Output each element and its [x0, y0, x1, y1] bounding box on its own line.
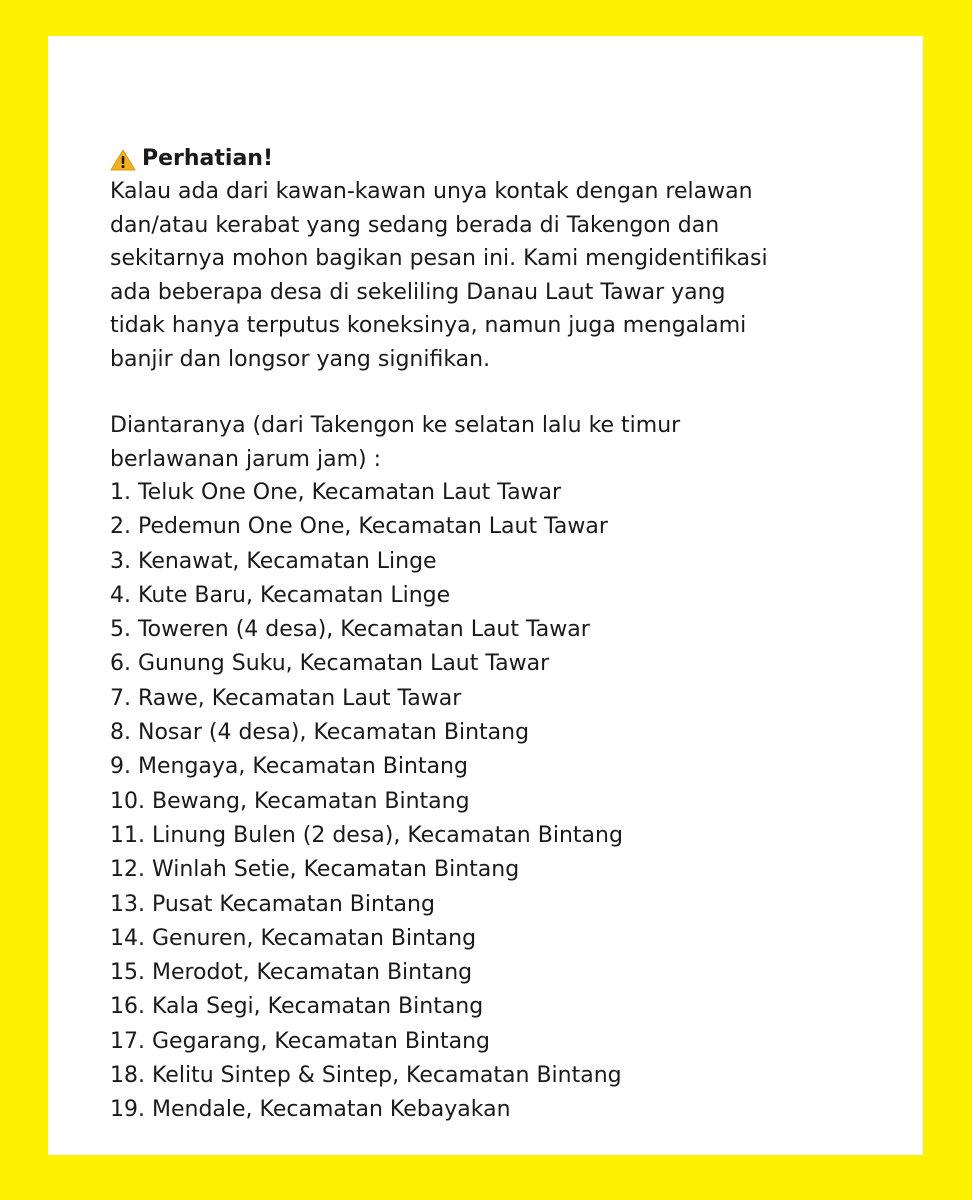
- list-item: 10. Bewang, Kecamatan Bintang: [110, 788, 470, 814]
- list-item: 3. Kenawat, Kecamatan Linge: [110, 548, 437, 574]
- list-item: 7. Rawe, Kecamatan Laut Tawar: [110, 685, 462, 711]
- list-item: 18. Kelitu Sintep & Sintep, Kecamatan Bintang: [110, 1063, 622, 1089]
- list-intro-paragraph: [110, 409, 883, 476]
- list-item: 8. Nosar (4 desa), Kecamatan Bintang: [110, 720, 530, 746]
- list-item: 2. Pedemun One One, Kecamatan Laut Tawar: [110, 514, 608, 540]
- heading: [110, 142, 883, 175]
- list-intro-line: Diantaranya (dari Takengon ke selatan lalu ke timur: [110, 413, 681, 438]
- list-item: 16. Kala Segi, Kecamatan Bintang: [110, 994, 484, 1020]
- list-item: 14. Genuren, Kecamatan Bintang: [110, 925, 477, 951]
- intro-paragraph: [110, 175, 883, 376]
- list-item: 9. Mengaya, Kecamatan Bintang: [110, 754, 468, 780]
- intro-line: Kalau ada dari kawan-kawan unya kontak dengan relawan: [110, 179, 753, 204]
- list-item: 11. Linung Bulen (2 desa), Kecamatan Bintang: [110, 822, 623, 848]
- paragraph-gap: [110, 376, 883, 409]
- list-item: 5. Toweren (4 desa), Kecamatan Laut Tawar: [110, 617, 590, 643]
- list-intro-line: berlawanan jarum jam) :: [110, 446, 381, 472]
- list-item: 4. Kute Baru, Kecamatan Linge: [110, 582, 451, 608]
- list-item: 12. Winlah Setie, Kecamatan Bintang: [110, 857, 520, 883]
- list-item: 15. Merodot, Kecamatan Bintang: [110, 960, 473, 986]
- message-card: [48, 36, 923, 1155]
- list-item: 17. Gegarang, Kecamatan Bintang: [110, 1028, 490, 1054]
- heading-text: Perhatian!: [142, 146, 274, 171]
- village-list: [110, 476, 883, 1128]
- intro-line: banjir dan longsor yang signifikan.: [110, 346, 491, 372]
- intro-line: dan/atau kerabat yang sedang berada di Takengon dan: [110, 212, 720, 238]
- list-item: 13. Pusat Kecamatan Bintang: [110, 891, 435, 917]
- warning-icon: [110, 148, 136, 170]
- intro-line: ada beberapa desa di sekeliling Danau Laut Tawar yang: [110, 279, 726, 305]
- list-item: 6. Gunung Suku, Kecamatan Laut Tawar: [110, 651, 550, 677]
- intro-line: tidak hanya terputus koneksinya, namun juga mengalami: [110, 313, 747, 338]
- list-item: 1. Teluk One One, Kecamatan Laut Tawar: [110, 480, 562, 505]
- intro-line: sekitarnya mohon bagikan pesan ini. Kami mengidentifikasi: [110, 246, 768, 271]
- list-item: 19. Mendale, Kecamatan Kebayakan: [110, 1097, 511, 1123]
